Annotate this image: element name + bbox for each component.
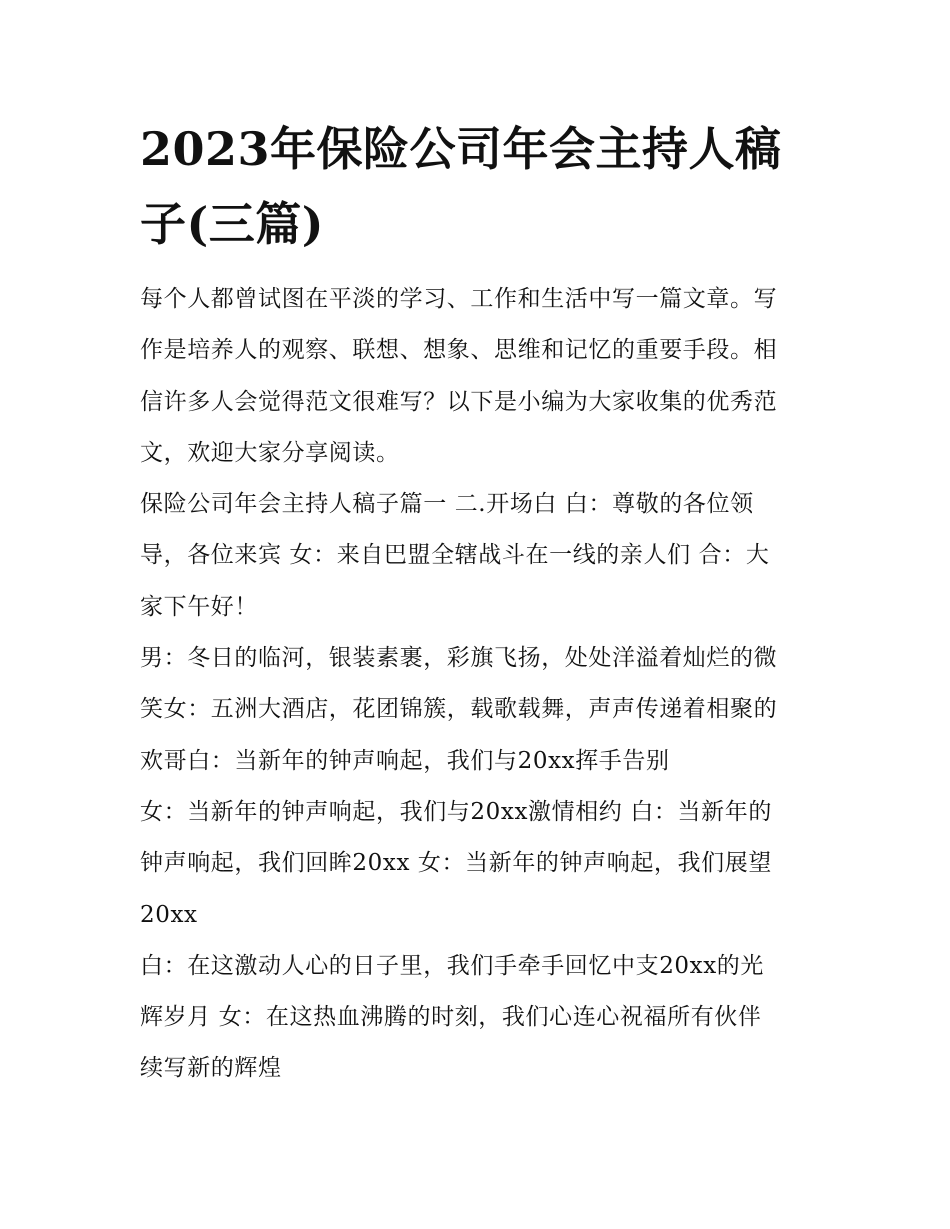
text-line: 男：冬日的临河，银装素裹，彩旗飞扬，处处洋溢着灿烂的微 xyxy=(140,645,778,672)
title-line-2: 子(三篇) xyxy=(140,197,325,251)
text-line: 辉岁月 女：在这热血沸腾的时刻，我们心连心祝福所有伙伴 xyxy=(140,1004,762,1031)
title-line-1: 2023年保险公司年会主持人稿 xyxy=(140,122,782,176)
intro-paragraph xyxy=(140,274,820,479)
dialogue-paragraph-1 xyxy=(140,633,820,787)
text-line: 每个人都曾试图在平淡的学习、工作和生活中写一篇文章。写 xyxy=(140,286,778,312)
text-line: 文，欢迎大家分享阅读。 xyxy=(140,439,400,466)
text-line: 续写新的辉煌 xyxy=(140,1055,282,1082)
text-line: 钟声响起，我们回眸20xx 女：当新年的钟声响起，我们展望 xyxy=(140,850,772,877)
text-line: 导，各位来宾 女：来自巴盟全辖战斗在一线的亲人们 合：大 xyxy=(140,542,770,569)
text-line: 保险公司年会主持人稿子篇一 二.开场白 白：尊敬的各位领 xyxy=(140,491,754,518)
text-line: 作是培养人的观察、联想、想象、思维和记忆的重要手段。相 xyxy=(140,337,778,364)
document-page xyxy=(140,112,820,1095)
dialogue-paragraph-2 xyxy=(140,787,820,941)
text-line: 白：在这激动人心的日子里，我们手牵手回忆中支20xx的光 xyxy=(140,952,765,979)
text-line: 欢哥白：当新年的钟声响起，我们与20xx挥手告别 xyxy=(140,747,670,774)
text-line: 信许多人会觉得范文很难写？以下是小编为大家收集的优秀范 xyxy=(140,388,778,415)
text-line: 家下午好！ xyxy=(140,593,258,620)
dialogue-paragraph-3 xyxy=(140,941,820,1095)
text-line: 笑女：五洲大酒店，花团锦簇，载歌载舞，声声传递着相聚的 xyxy=(140,696,778,723)
text-line: 20xx xyxy=(140,901,198,928)
opening-paragraph xyxy=(140,479,820,633)
document-title xyxy=(140,112,820,262)
text-line: 女：当新年的钟声响起，我们与20xx激情相约 白：当新年的 xyxy=(140,798,772,825)
